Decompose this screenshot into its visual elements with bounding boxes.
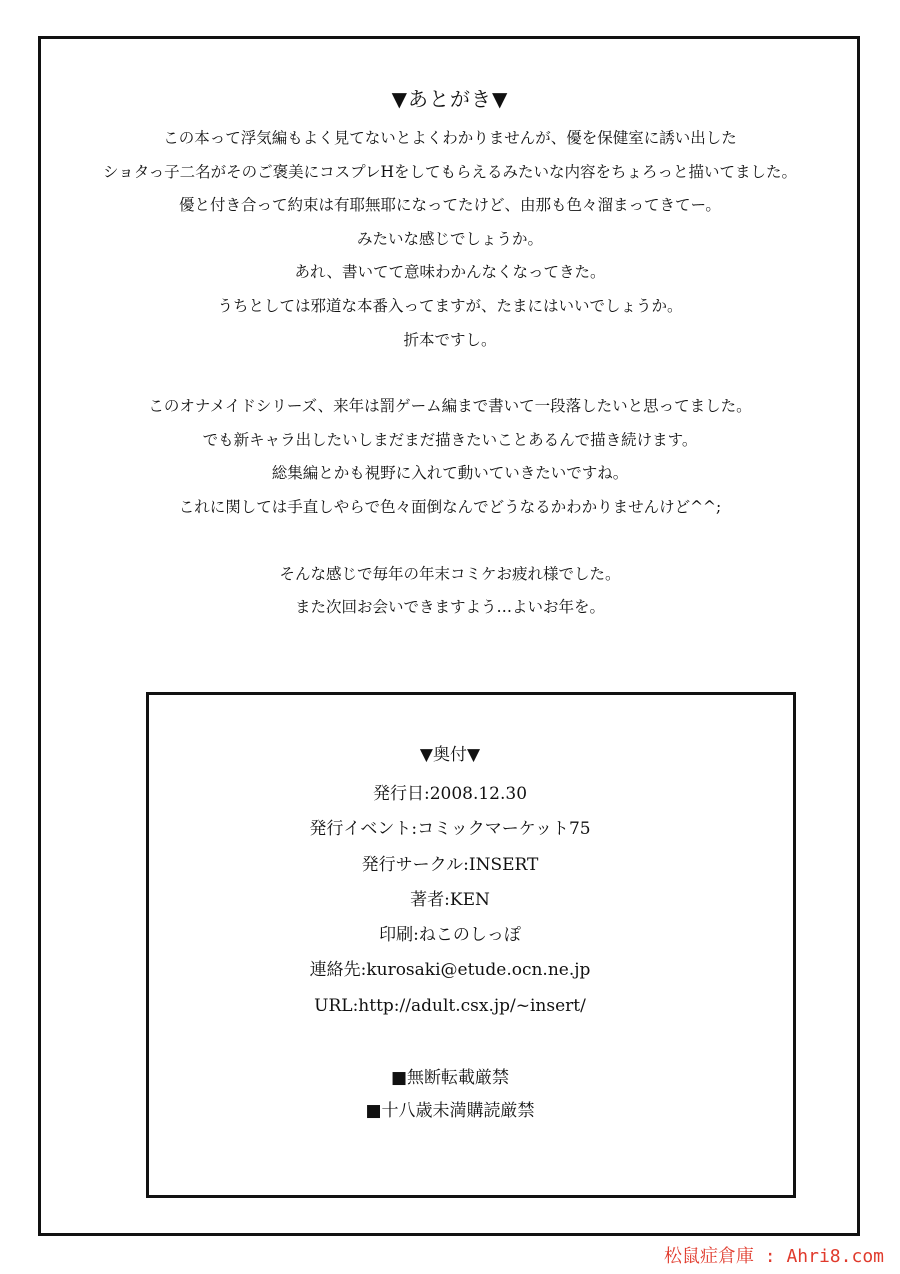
afterword-line: でも新キャラ出したいしまだまだ描きたいことあるんで描き続けます。: [202, 430, 698, 449]
afterword-line: また次回お会いできますよう…よいお年を。: [294, 598, 605, 617]
afterword-section: [0, 82, 900, 625]
publish-event: 発行イベント:コミックマーケット75: [309, 819, 591, 840]
publish-circle: 発行サークル:INSERT: [361, 854, 539, 875]
afterword-title: ▼あとがき▼: [391, 87, 509, 111]
publish-date: 発行日:2008.12.30: [372, 784, 528, 804]
afterword-line: このオナメイドシリーズ、来年は罰ゲーム編まで書いて一段落したいと思ってました。: [148, 397, 752, 416]
printer: 印刷:ねこのしっぽ: [379, 925, 521, 946]
afterword-line: この本って浮気編もよく見てないとよくわかりませんが、優を保健室に誘い出した: [163, 129, 737, 147]
afterword-line: みたいな感じでしょうか。: [356, 229, 543, 248]
paragraph-gap: [0, 525, 900, 558]
paragraph-gap: [0, 357, 900, 390]
afterword-line: そんな感じで毎年の年末コミケお疲れ様でした。: [279, 564, 621, 583]
afterword-paragraph-2: [0, 390, 900, 524]
afterword-line: 折本ですし。: [403, 330, 497, 349]
colophon-section: [0, 733, 900, 1128]
afterword-line: これに関しては手直しやらで色々面倒なんでどうなるかわかりませんけど^^;: [178, 497, 722, 516]
watermark: 松鼠症倉庫 : Ahri8.com: [663, 1246, 884, 1267]
website-url: URL:http://adult.csx.jp/~insert/: [314, 995, 586, 1016]
afterword-paragraph-3: [0, 558, 900, 625]
age-restriction-notice: ■十八歳未満購読厳禁: [365, 1101, 535, 1122]
afterword-paragraph-1: [0, 122, 900, 357]
afterword-line: ショタっ子二名がそのご褒美にコスプレHをしてもらえるみたいな内容をちょろっと描いてました。: [103, 162, 797, 181]
afterword-line: あれ、書いてて意味わかんなくなってきた。: [294, 263, 606, 282]
afterword-line: 総集編とかも視野に入れて動いていきたいですね。: [271, 464, 629, 483]
contact-email: 連絡先:kurosaki@etude.ocn.ne.jp: [309, 960, 591, 981]
colophon-title: ▼奥付▼: [419, 745, 481, 765]
afterword-line: うちとしては邪道な本番入ってますが、たまにはいいでしょうか。: [217, 296, 683, 315]
afterword-line: 優と付き合って約束は有耶無耶になってたけど、由那も色々溜まってきてー。: [179, 196, 721, 215]
notice-gap: [0, 1024, 900, 1062]
no-reprint-notice: ■無断転載厳禁: [390, 1068, 510, 1089]
author: 著者:KEN: [410, 889, 490, 910]
